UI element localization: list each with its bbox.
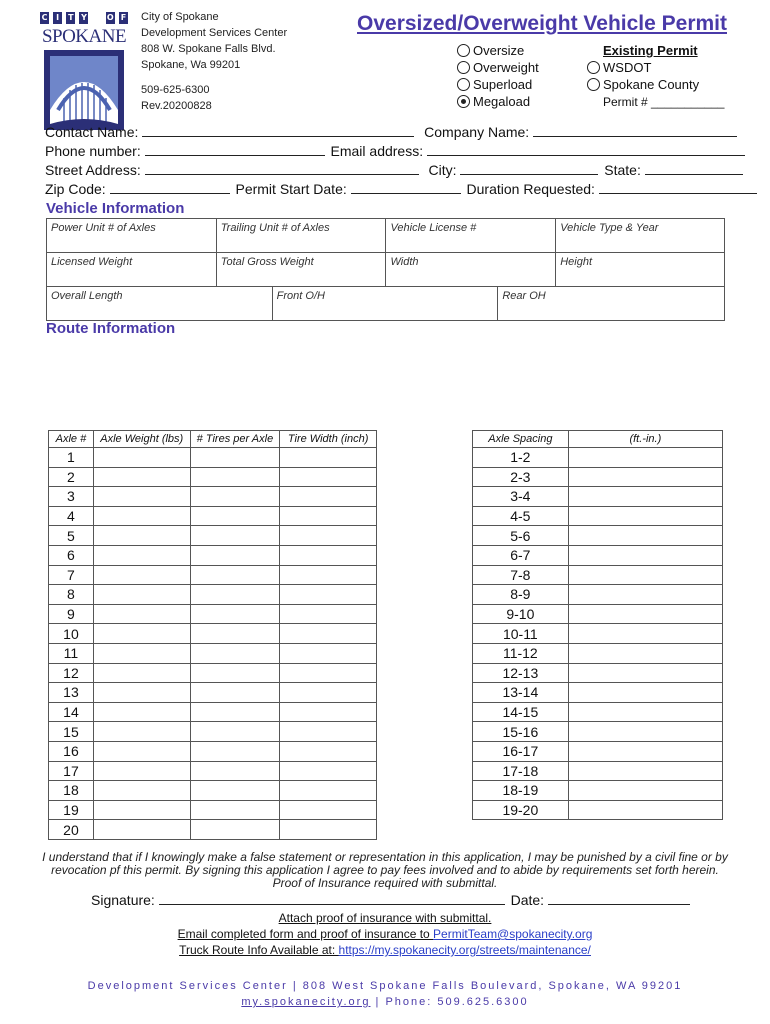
axle-number: 19 [49, 800, 94, 820]
axle-row [49, 585, 377, 605]
axle-row [49, 722, 377, 742]
tire-width-cell[interactable] [280, 624, 377, 644]
tire-width-cell[interactable] [280, 467, 377, 487]
email-input[interactable] [427, 143, 745, 156]
axle-number: 16 [49, 741, 94, 761]
tire-width-cell[interactable] [280, 545, 377, 565]
spacing-row [473, 761, 723, 781]
spacing-value-cell[interactable] [568, 761, 722, 781]
start-date-input[interactable] [351, 181, 461, 194]
contact-row-1: Contact Name: Company Name: [45, 123, 727, 142]
spacing-value-cell[interactable] [568, 565, 722, 585]
signature-row: Signature: Date: [91, 891, 690, 910]
axle-number: 13 [49, 683, 94, 703]
spacing-row [473, 643, 723, 663]
spacing-pair: 14-15 [473, 702, 569, 722]
spacing-value-cell[interactable] [568, 741, 722, 761]
option-megaload[interactable]: Megaload [457, 93, 539, 110]
revision: Rev.20200828 [141, 100, 212, 112]
axle-number: 2 [49, 467, 94, 487]
spacing-row [473, 487, 723, 507]
axle-row [49, 624, 377, 644]
radio-spokane-county[interactable] [587, 78, 600, 91]
axle-weight-cell[interactable] [93, 683, 190, 703]
option-wsdot[interactable]: WSDOT [587, 59, 724, 76]
permit-team-email-link[interactable]: PermitTeam@spokanecity.org [433, 927, 593, 941]
power-unit-axles-field[interactable]: Power Unit # of Axles [47, 219, 217, 253]
spacing-pair: 18-19 [473, 781, 569, 801]
axle-number: 15 [49, 722, 94, 742]
tire-width-cell[interactable] [280, 506, 377, 526]
axle-number: 18 [49, 781, 94, 801]
logo-spokane: SPOKANE [41, 26, 127, 47]
tire-width-cell[interactable] [280, 702, 377, 722]
spacing-row [473, 467, 723, 487]
org-info: City of Spokane Development Services Center 808 W. Spokane Falls Blvd. Spokane, Wa 99201 509-625-6300 Rev.20200828 [141, 11, 288, 112]
existing-permit-heading: Existing Permit [603, 43, 698, 58]
axle-row [49, 781, 377, 801]
axle-row [49, 448, 377, 468]
tires-cell[interactable] [190, 643, 280, 663]
spacing-row [473, 702, 723, 722]
rear-overhang-field[interactable]: Rear OH [498, 287, 725, 321]
axle-weight-cell[interactable] [93, 781, 190, 801]
axle-weight-cell[interactable] [93, 565, 190, 585]
axle-weight-cell[interactable] [93, 604, 190, 624]
tire-width-cell[interactable] [280, 722, 377, 742]
axle-row [49, 800, 377, 820]
vehicle-type-year-field[interactable]: Vehicle Type & Year [556, 219, 725, 253]
zip-input[interactable] [110, 181, 230, 194]
tires-cell[interactable] [190, 585, 280, 605]
spacing-row [473, 781, 723, 801]
org-phone: 509-625-6300 [141, 84, 210, 96]
tires-cell[interactable] [190, 467, 280, 487]
duration-input[interactable] [599, 181, 757, 194]
axle-weight-cell[interactable] [93, 526, 190, 546]
permit-type-group [457, 42, 539, 110]
axle-weight-cell[interactable] [93, 663, 190, 683]
state-input[interactable] [645, 162, 743, 175]
spacing-pair: 19-20 [473, 800, 569, 820]
tires-cell[interactable] [190, 800, 280, 820]
axle-number: 11 [49, 643, 94, 663]
spacing-pair: 8-9 [473, 585, 569, 605]
spacing-row [473, 683, 723, 703]
licensed-weight-field[interactable]: Licensed Weight [47, 253, 217, 287]
axle-header: Axle # [49, 431, 94, 448]
spacing-value-cell[interactable] [568, 448, 722, 468]
axle-row [49, 604, 377, 624]
street-input[interactable] [145, 162, 419, 175]
height-field[interactable]: Height [556, 253, 725, 287]
contact-section [45, 123, 727, 199]
tires-cell[interactable] [190, 624, 280, 644]
spacing-value-cell[interactable] [568, 663, 722, 683]
spacing-row [473, 800, 723, 820]
spacing-value-cell[interactable] [568, 467, 722, 487]
logo-falls-icon [44, 50, 124, 130]
axle-row [49, 565, 377, 585]
spacing-row [473, 506, 723, 526]
spacing-pair: 13-14 [473, 683, 569, 703]
option-oversize[interactable]: Oversize [457, 42, 539, 59]
city-input[interactable] [460, 162, 598, 175]
axle-number: 4 [49, 506, 94, 526]
spacing-value-cell[interactable] [568, 781, 722, 801]
axle-row [49, 545, 377, 565]
axle-row [49, 663, 377, 683]
axle-row [49, 643, 377, 663]
spacing-value-cell[interactable] [568, 526, 722, 546]
tire-width-cell[interactable] [280, 663, 377, 683]
tires-cell[interactable] [190, 820, 280, 840]
axle-weight-cell[interactable] [93, 820, 190, 840]
contact-row-3: Street Address: City: State: [45, 161, 727, 180]
spacing-row [473, 722, 723, 742]
axle-number: 6 [49, 545, 94, 565]
option-superload[interactable]: Superload [457, 76, 539, 93]
tire-width-cell[interactable] [280, 604, 377, 624]
spacing-pair: 1-2 [473, 448, 569, 468]
page-title: Oversized/Overweight Vehicle Permit [357, 12, 727, 35]
option-spokane-county[interactable]: Spokane County [587, 76, 724, 93]
axle-number: 5 [49, 526, 94, 546]
spacing-value-cell[interactable] [568, 722, 722, 742]
tires-cell[interactable] [190, 722, 280, 742]
tires-cell[interactable] [190, 506, 280, 526]
axle-number: 14 [49, 702, 94, 722]
contact-row-2: Phone number: Email address: [45, 142, 727, 161]
spacing-pair: 11-12 [473, 643, 569, 663]
footer-site-link[interactable]: my.spokanecity.org [241, 996, 371, 1008]
spacing-row [473, 741, 723, 761]
spacing-value-cell[interactable] [568, 487, 722, 507]
contact-row-4: Zip Code: Permit Start Date: Duration Requested: [45, 180, 727, 199]
spacing-value-cell[interactable] [568, 800, 722, 820]
axle-row [49, 487, 377, 507]
tire-width-cell[interactable] [280, 565, 377, 585]
trailing-unit-axles-field[interactable]: Trailing Unit # of Axles [216, 219, 386, 253]
axle-weight-cell[interactable] [93, 643, 190, 663]
tires-cell[interactable] [190, 741, 280, 761]
tire-width-cell[interactable] [280, 526, 377, 546]
tires-cell[interactable] [190, 781, 280, 801]
spacing-row [473, 604, 723, 624]
tire-width-cell[interactable] [280, 643, 377, 663]
radio-oversize[interactable] [457, 44, 470, 57]
vehicle-info-title: Vehicle Information [46, 200, 185, 217]
axle-number: 17 [49, 761, 94, 781]
axle-number: 10 [49, 624, 94, 644]
permit-number-field[interactable]: Permit # ___________ [603, 94, 725, 109]
insurance-note: Attach proof of insurance with submittal. [278, 911, 492, 925]
tires-cell[interactable] [190, 526, 280, 546]
axle-row [49, 702, 377, 722]
axle-number: 20 [49, 820, 94, 840]
spacing-value-cell[interactable] [568, 585, 722, 605]
spacing-row [473, 448, 723, 468]
axle-weight-cell[interactable] [93, 487, 190, 507]
spacing-pair: 3-4 [473, 487, 569, 507]
tires-cell[interactable] [190, 761, 280, 781]
axle-number: 12 [49, 663, 94, 683]
submission-notes [85, 910, 685, 958]
axle-weight-cell[interactable] [93, 506, 190, 526]
tire-width-cell[interactable] [280, 741, 377, 761]
spacing-value-cell[interactable] [568, 604, 722, 624]
spacing-row [473, 545, 723, 565]
truck-route-link[interactable]: https://my.spokanecity.org/streets/maintenance/ [338, 943, 591, 957]
axle-weight-cell[interactable] [93, 702, 190, 722]
tire-width-cell[interactable] [280, 781, 377, 801]
spacing-pair: 2-3 [473, 467, 569, 487]
tire-width-cell[interactable] [280, 487, 377, 507]
axle-weight-header: Axle Weight (lbs) [93, 431, 190, 448]
spacing-value-cell[interactable] [568, 545, 722, 565]
tires-cell[interactable] [190, 604, 280, 624]
radio-megaload[interactable] [457, 95, 470, 108]
spacing-value-cell[interactable] [568, 702, 722, 722]
page-footer: Development Services Center | 808 West Spokane Falls Boulevard, Spokane, WA 99201 my.spokanecity.org | Phone: 509.625.6300 [87, 980, 683, 1008]
tire-width-cell[interactable] [280, 448, 377, 468]
spacing-pair: 6-7 [473, 545, 569, 565]
overall-length-field[interactable]: Overall Length [47, 287, 273, 321]
axle-weight-cell[interactable] [93, 800, 190, 820]
axle-number: 9 [49, 604, 94, 624]
option-overweight[interactable]: Overweight [457, 59, 539, 76]
axle-row [49, 820, 377, 840]
spacing-row [473, 526, 723, 546]
total-gross-weight-field[interactable]: Total Gross Weight [216, 253, 386, 287]
company-name-input[interactable] [533, 124, 737, 137]
route-info-title: Route Information [46, 320, 176, 337]
axle-spacing-table [472, 430, 723, 820]
spacing-row [473, 565, 723, 585]
tires-cell[interactable] [190, 545, 280, 565]
spacing-value-cell[interactable] [568, 643, 722, 663]
spacing-pair: 12-13 [473, 663, 569, 683]
signature-input[interactable] [159, 892, 505, 905]
axle-number: 1 [49, 448, 94, 468]
certification-statement: I understand that if I knowingly make a false statement or representation in this application, I may be punished by a civil fine or by revocation pf this permit. By signing this application I agree to pay fees involved and to abide by requirements set forth herein. Proof of Insurance required with submittal. [42, 850, 728, 890]
spacing-value-cell[interactable] [568, 624, 722, 644]
spacing-pair: 15-16 [473, 722, 569, 742]
axle-row [49, 467, 377, 487]
tire-width-header: Tire Width (inch) [280, 431, 377, 448]
vehicle-dims-table [46, 286, 725, 321]
axle-row [49, 506, 377, 526]
axle-weight-cell[interactable] [93, 448, 190, 468]
date-input[interactable] [548, 892, 690, 905]
tire-width-cell[interactable] [280, 585, 377, 605]
tires-cell[interactable] [190, 663, 280, 683]
axle-weight-cell[interactable] [93, 545, 190, 565]
tire-width-cell[interactable] [280, 800, 377, 820]
existing-permit-group [587, 42, 724, 110]
spacing-value-cell[interactable] [568, 683, 722, 703]
phone-input[interactable] [145, 143, 325, 156]
spacing-pair: 16-17 [473, 741, 569, 761]
logo-city-of: C I T Y O F [41, 13, 127, 22]
tires-cell[interactable] [190, 448, 280, 468]
spacing-pair: 9-10 [473, 604, 569, 624]
ft-in-header: (ft.-in.) [568, 431, 722, 448]
axle-row [49, 683, 377, 703]
axle-weight-cell[interactable] [93, 624, 190, 644]
spacing-pair: 7-8 [473, 565, 569, 585]
axle-spacing-header: Axle Spacing [473, 431, 569, 448]
radio-superload[interactable] [457, 78, 470, 91]
tire-width-cell[interactable] [280, 683, 377, 703]
spacing-pair: 10-11 [473, 624, 569, 644]
email-note: Email completed form and proof of insurance to PermitTeam@spokanecity.org [177, 927, 593, 941]
tires-cell[interactable] [190, 683, 280, 703]
spacing-pair: 4-5 [473, 506, 569, 526]
axle-row [49, 741, 377, 761]
spacing-pair: 5-6 [473, 526, 569, 546]
width-field[interactable]: Width [386, 253, 556, 287]
contact-name-input[interactable] [142, 124, 414, 137]
vehicle-info-table [46, 218, 725, 287]
city-logo [40, 12, 128, 130]
axle-table [48, 430, 377, 840]
axle-number: 7 [49, 565, 94, 585]
axle-weight-cell[interactable] [93, 741, 190, 761]
vehicle-license-field[interactable]: Vehicle License # [386, 219, 556, 253]
axle-weight-cell[interactable] [93, 467, 190, 487]
tires-cell[interactable] [190, 487, 280, 507]
spacing-row [473, 585, 723, 605]
spacing-pair: 17-18 [473, 761, 569, 781]
spacing-row [473, 663, 723, 683]
axle-number: 8 [49, 585, 94, 605]
radio-wsdot[interactable] [587, 61, 600, 74]
axle-weight-cell[interactable] [93, 585, 190, 605]
tires-cell[interactable] [190, 702, 280, 722]
radio-overweight[interactable] [457, 61, 470, 74]
front-overhang-field[interactable]: Front O/H [272, 287, 498, 321]
truck-route-note: Truck Route Info Available at: https://my.spokanecity.org/streets/maintenance/ [179, 943, 591, 957]
tire-width-cell[interactable] [280, 820, 377, 840]
axle-row [49, 526, 377, 546]
axle-weight-cell[interactable] [93, 722, 190, 742]
tire-width-cell[interactable] [280, 761, 377, 781]
tires-header: # Tires per Axle [190, 431, 280, 448]
spacing-value-cell[interactable] [568, 506, 722, 526]
axle-number: 3 [49, 487, 94, 507]
axle-weight-cell[interactable] [93, 761, 190, 781]
tires-cell[interactable] [190, 565, 280, 585]
axle-row [49, 761, 377, 781]
spacing-row [473, 624, 723, 644]
